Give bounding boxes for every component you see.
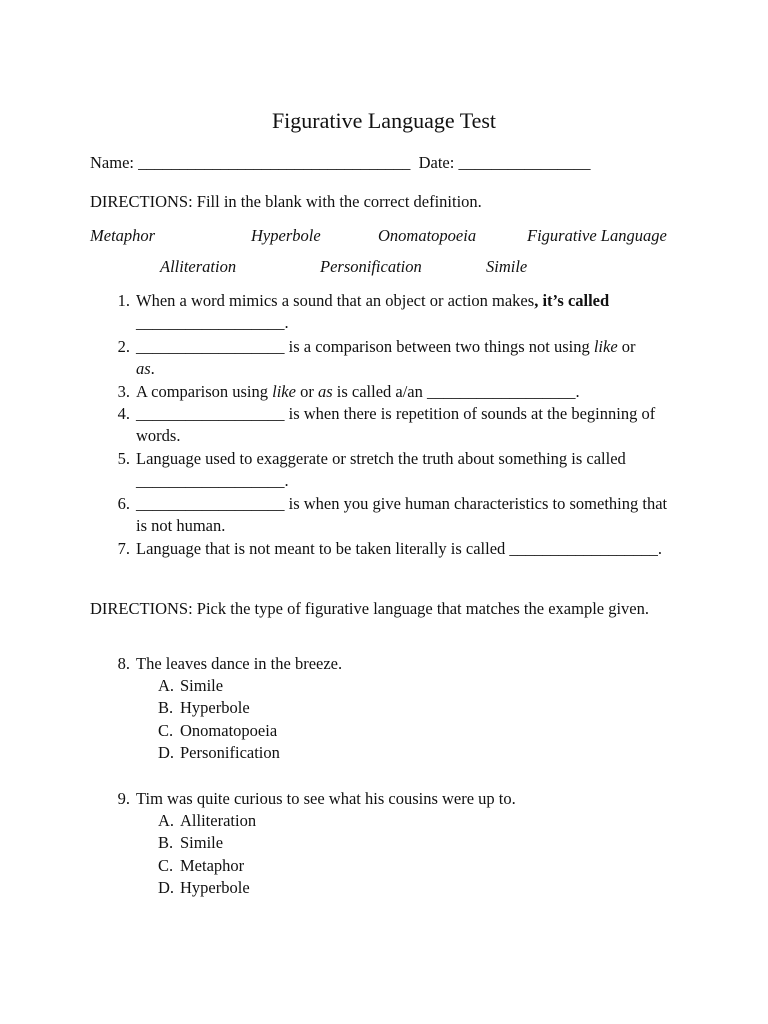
question-number: 6. (117, 494, 130, 513)
question-number: 4. (117, 404, 130, 423)
date-label: Date: (418, 153, 459, 172)
question-number: 2. (117, 337, 130, 356)
question-number: 1. (117, 291, 130, 310)
question-5: 5. Language used to exaggerate or stretch the truth about something is called __________________. (108, 448, 678, 492)
question-text: Tim was quite curious to see what his cousins were up to. (136, 789, 516, 808)
word-bank-figurative-language: Figurative Language (527, 226, 667, 245)
question-1: 1. When a word mimics a sound that an object or action makes, it’s called __________________. (108, 290, 678, 334)
word-bank-hyperbole: Hyperbole (251, 226, 321, 245)
directions-multiple-choice: DIRECTIONS: Pick the type of figurative language that matches the example given. (90, 599, 650, 618)
answer-blank[interactable]: __________________ (509, 539, 658, 558)
word-bank-personification: Personification (320, 257, 422, 276)
question-text: is when there is repetition of sounds at the beginning of words. (136, 404, 656, 445)
question-4 (108, 403, 678, 447)
answer-blank[interactable]: __________________ (136, 471, 285, 490)
question-3: 3. A comparison using like or as is called a/an __________________. (108, 381, 678, 403)
option-9b[interactable]: B. Simile (158, 833, 224, 852)
question-text: A comparison using (136, 382, 273, 401)
question-text: When a word mimics a sound that an object or action makes (136, 291, 535, 310)
option-9c[interactable]: C. Metaphor (158, 856, 245, 875)
date-blank[interactable]: ________________ (458, 153, 591, 172)
word-bank-simile: Simile (486, 257, 528, 276)
question-text: is when you give human characteristics to something that is not human. (136, 494, 668, 535)
answer-blank[interactable]: __________________ (427, 382, 576, 401)
page-title: Figurative Language Test (271, 108, 497, 133)
option-8d[interactable]: D. Personification (158, 743, 280, 762)
answer-blank[interactable]: __________________ (136, 337, 285, 356)
question-text: Language used to exaggerate or stretch the truth about something is called (136, 449, 626, 468)
question-number: 3. (117, 382, 130, 401)
option-8c[interactable]: C. Onomatopoeia (158, 721, 278, 740)
directions-fill-in: DIRECTIONS: Fill in the blank with the correct definition. (90, 192, 482, 211)
word-bank-onomatopoeia: Onomatopoeia (378, 226, 477, 245)
question-7: 7. Language that is not meant to be taken literally is called __________________. (108, 538, 678, 560)
name-blank[interactable]: _________________________________ (138, 153, 411, 172)
question-number: 5. (117, 449, 130, 468)
question-number: 8. (117, 654, 130, 673)
option-8b[interactable]: B. Hyperbole (158, 698, 250, 717)
question-text: The leaves dance in the breeze. (136, 654, 343, 673)
question-9 (108, 788, 678, 810)
question-6 (108, 493, 678, 537)
word-bank-alliteration: Alliteration (160, 257, 237, 276)
answer-blank[interactable]: __________________ (136, 404, 285, 423)
option-9d[interactable]: D. Hyperbole (158, 878, 250, 897)
question-2: 2. __________________ is a comparison between two things not using like or as. (108, 336, 678, 380)
name-date-line (90, 153, 590, 173)
question-text: is a comparison between two things not using (284, 337, 594, 356)
question-number: 7. (117, 539, 130, 558)
question-8 (108, 653, 678, 675)
answer-blank[interactable]: __________________ (136, 313, 285, 332)
answer-blank[interactable]: __________________ (136, 494, 285, 513)
option-8a[interactable]: A. Simile (158, 676, 224, 695)
question-text-bold: , it’s called (534, 291, 610, 310)
question-number: 9. (117, 789, 130, 808)
name-label: Name: (90, 153, 139, 172)
question-text: Language that is not meant to be taken literally is called (136, 539, 510, 558)
option-9a[interactable]: A. Alliteration (158, 811, 257, 830)
word-bank-metaphor: Metaphor (90, 226, 156, 245)
